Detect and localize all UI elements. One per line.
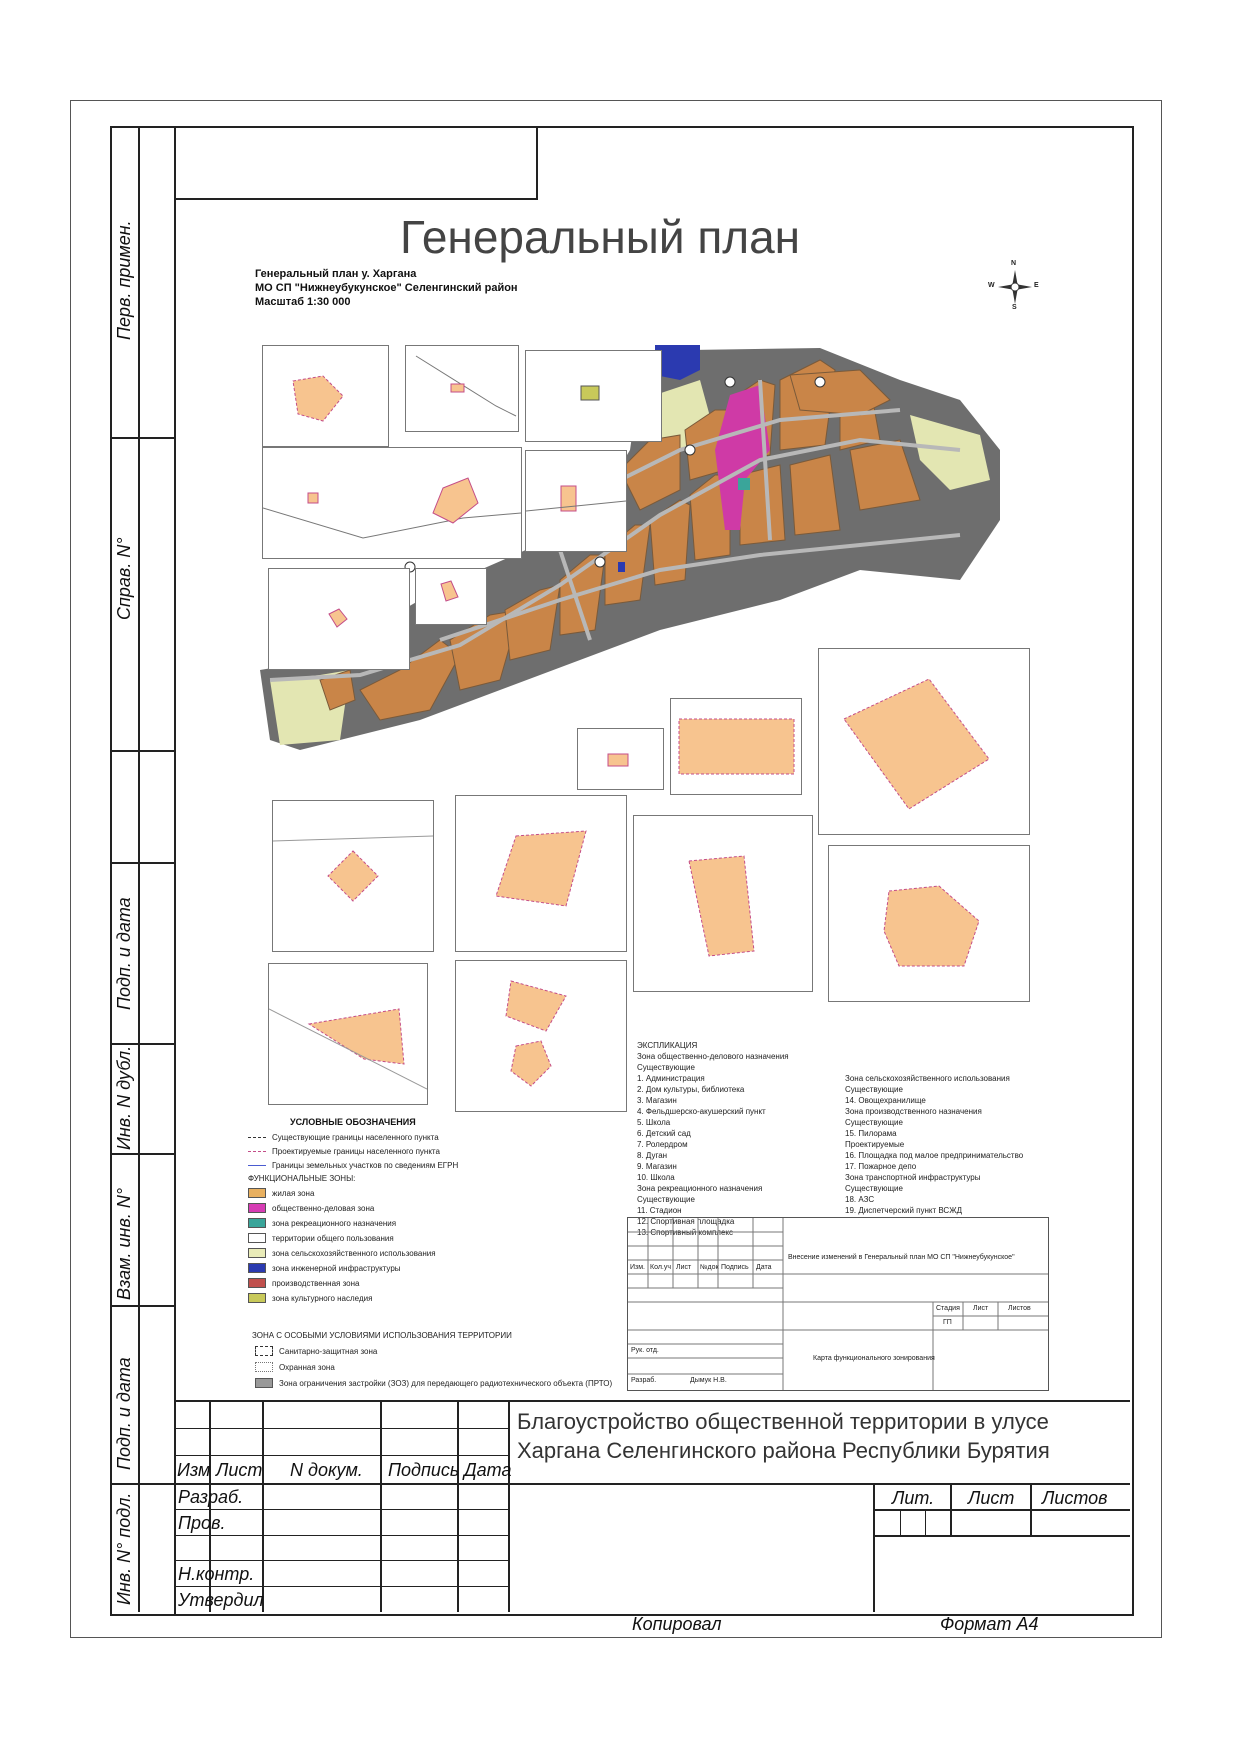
legend-zone-1: жилая зона — [248, 1188, 314, 1198]
legend-zone-4: территории общего пользования — [248, 1233, 394, 1243]
legend-line-3: Границы земельных участков по сведениям ЕГРН — [248, 1161, 458, 1170]
inner-stamp-sheets-h: Листов — [1008, 1305, 1031, 1312]
stamp-listov: Листов — [1042, 1488, 1108, 1508]
legend-line-2: Проектируемые границы населенного пункта — [248, 1147, 440, 1156]
inset-plot-7 — [415, 568, 487, 625]
inner-stamp — [627, 1217, 1049, 1391]
page-title: Генеральный план — [400, 211, 801, 263]
inset-plot-12 — [455, 795, 627, 952]
inner-stamp-author: Дымук Н.В. — [690, 1377, 727, 1384]
inset-plot-14 — [828, 845, 1030, 1002]
inset-plot-5 — [525, 450, 627, 552]
inner-stamp-stage-h: Стадия — [936, 1305, 960, 1312]
side-label-perv-primen: Перв. примен. — [114, 220, 134, 340]
side-label-vzam-inv: Взам. инв. N° — [114, 1187, 134, 1300]
side-label-inv-podl: Инв. N° подл. — [114, 1492, 134, 1605]
stamp-h-izm: Изм — [177, 1460, 211, 1480]
stamp-lit: Лит. — [892, 1488, 935, 1508]
map-header-line2: МО СП "Нижнеубукунское" Селенгинский район — [255, 282, 518, 294]
side-label-podp-data-1: Подп. и дата — [114, 897, 134, 1010]
inset-plot-3 — [525, 350, 662, 442]
legend-special-2: Охранная зона — [255, 1362, 335, 1372]
inset-plot-16 — [455, 960, 627, 1112]
stamp-h-list: Лист — [216, 1460, 263, 1480]
legend-title: УСЛОВНЫЕ ОБОЗНАЧЕНИЯ — [290, 1117, 416, 1127]
legend-line-1: Существующие границы населенного пункта — [248, 1133, 439, 1142]
map-header-scale: Масштаб 1:30 000 — [255, 296, 351, 308]
stamp-row-utverdil: Утвердил — [178, 1590, 264, 1610]
legend-zone-8: зона культурного наследия — [248, 1293, 372, 1303]
compass-n: N — [1011, 260, 1017, 267]
inset-plot-10 — [818, 648, 1030, 835]
inset-plot-13 — [633, 815, 813, 992]
inset-plot-9 — [670, 698, 802, 795]
side-label-sprav: Справ. N° — [114, 537, 134, 620]
inner-stamp-h-ndok: №док — [700, 1264, 719, 1271]
inner-stamp-h-data: Дата — [756, 1264, 772, 1271]
inset-plot-11 — [272, 800, 434, 952]
stamp-h-ndok: N докум. — [290, 1460, 363, 1480]
legend-zone-6: зона инженерной инфраструктуры — [248, 1263, 401, 1273]
project-title: Благоустройство общественной территории в улусе Харгана Селенгинского района Республики Бурятия — [517, 1409, 1050, 1463]
stamp-row-razrab: Разраб. — [178, 1487, 244, 1507]
inner-stamp-h-podp: Подпись — [721, 1264, 749, 1271]
inset-plot-4 — [262, 447, 522, 559]
footer-copied: Копировал — [632, 1614, 722, 1634]
explication-col2: Зона сельскохозяйственного использования Существующие 14. Овощехранилище Зона производственного назначения Существующие 15. Пилорама Проектируемые 16. Площадка под малое предпринимательство 17. Пожарное депо Зона транспортной инфраструктуры Существующие 18. АЗС 19. Диспетчерский пункт ВСЖД — [845, 1074, 1024, 1215]
inner-stamp-h-list: Лист — [676, 1264, 692, 1271]
side-label-podp-data-2: Подп. и дата — [114, 1357, 134, 1470]
legend-special-3: Зона ограничения застройки (ЗОЗ) для передающего радиотехнического объекта (ПРТО) — [255, 1378, 612, 1388]
footer-format: Формат А4 — [940, 1614, 1039, 1634]
compass-e: E — [1034, 282, 1039, 289]
inner-stamp-h-izm: Изм. — [630, 1264, 645, 1271]
legend-zone-5: зона сельскохозяйственного использования — [248, 1248, 436, 1258]
stamp-list: Лист — [968, 1488, 1015, 1508]
side-label-inv-dubl: Инв. N дубл. — [114, 1045, 134, 1150]
inner-stamp-project: Внесение изменений в Генеральный план МО СП "Нижнеубукунское" — [788, 1254, 1015, 1261]
inner-stamp-stage: ГП — [943, 1319, 952, 1326]
legend-zone-3: зона рекреационного назначения — [248, 1218, 396, 1228]
inner-stamp-ruk: Рук. отд. — [631, 1347, 659, 1354]
inset-plot-2 — [405, 345, 519, 432]
legend-zones-title: ФУНКЦИОНАЛЬНЫЕ ЗОНЫ: — [248, 1174, 356, 1183]
top-left-box — [174, 126, 538, 200]
compass-s: S — [1012, 304, 1017, 311]
inset-plot-1 — [262, 345, 389, 447]
inner-stamp-title: Карта функционального зонирования — [813, 1355, 935, 1362]
explication-title: ЭКСПЛИКАЦИЯ — [637, 1041, 698, 1050]
explication-col1: Зона общественно-делового назначения Существующие 1. Администрация 2. Дом культуры, библиотека 3. Магазин 4. Фельдшерско-акушерский пункт 5. Школа 6. Детский сад 7. Ролердром 8. Дуган 9. Магазин 10. Школа Зона рекреационного назначения Существующие 11. Стадион 12. Спортивная площадка 13. Спортивный комплекс — [637, 1052, 789, 1237]
legend-special-title: ЗОНА С ОСОБЫМИ УСЛОВИЯМИ ИСПОЛЬЗОВАНИЯ ТЕРРИТОРИИ — [252, 1331, 512, 1340]
legend-special-1: Санитарно-защитная зона — [255, 1346, 377, 1356]
stamp-h-podpis: Подпись — [388, 1460, 460, 1480]
stamp-h-data: Дата — [464, 1460, 512, 1480]
map-header-line1: Генеральный план у. Харгана — [255, 268, 417, 280]
inset-plot-6 — [268, 568, 410, 670]
inset-plot-15 — [268, 963, 428, 1105]
legend-zone-7: производственная зона — [248, 1278, 359, 1288]
compass-w: W — [988, 282, 995, 289]
legend-zone-2: общественно-деловая зона — [248, 1203, 374, 1213]
inner-stamp-razrab: Разраб. — [631, 1377, 657, 1384]
stamp-row-prov: Пров. — [178, 1513, 226, 1533]
inset-plot-8 — [577, 728, 664, 790]
inner-stamp-h-kol: Кол.уч — [650, 1264, 671, 1271]
map-header — [255, 267, 518, 309]
inner-stamp-sheet-h: Лист — [973, 1305, 989, 1312]
stamp-row-nkontr: Н.контр. — [178, 1564, 255, 1584]
